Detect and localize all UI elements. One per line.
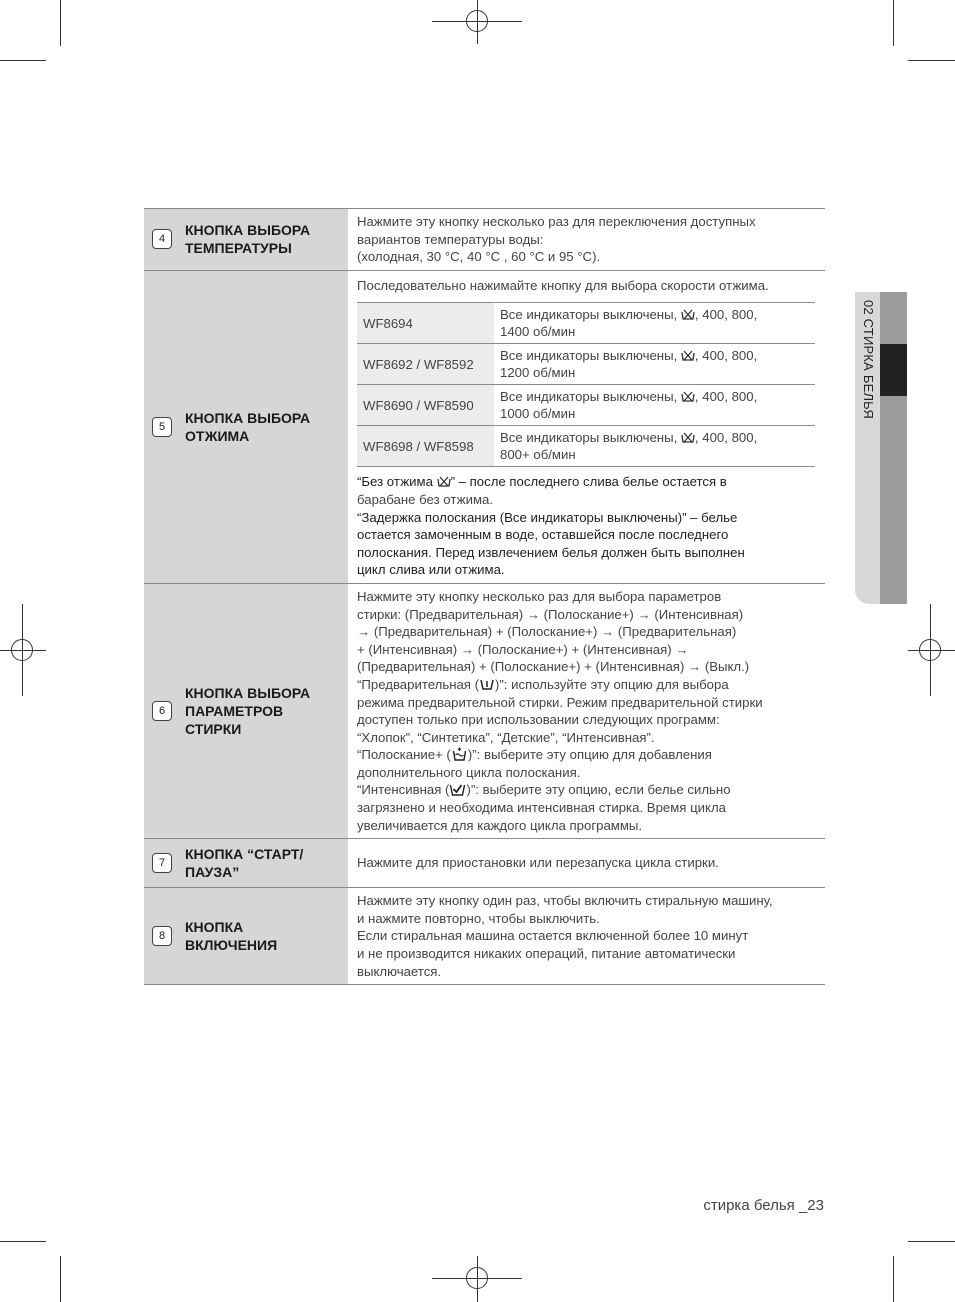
note-text: ” – после последнего слива белье остается в [450,474,727,490]
crop-mark [908,1241,955,1242]
crop-mark [60,1256,61,1302]
description-line: вариантов температуры воды: [357,231,544,247]
description-line: Нажмите эту кнопку несколько раз для выбора параметров [357,588,722,604]
table-row [144,209,825,271]
crop-mark [0,60,46,61]
model-name: WF8698 / WF8598 [357,426,494,467]
table-row [144,583,825,838]
note-text: цикл слива или отжима. [357,562,505,578]
description-line: + (Интенсивная) → (Полоскание+) + (Интенсивная) → [357,641,689,657]
table-row [357,303,815,344]
table-row [144,839,825,888]
description-line: загрязнено и необходима интенсивная стирка. Время цикла [357,800,726,816]
model-name: WF8692 / WF8592 [357,344,494,385]
item-label: КНОПКА ВЫБОРА ОТЖИМА [185,409,311,444]
description-line: Нажмите эту кнопку несколько раз для переключения доступных [357,214,756,229]
description-line: )”: используйте эту опцию для выбора [495,676,729,692]
intensive-icon [449,782,466,796]
description-line: Если стиральная машина остается включенной более 10 минут [357,928,749,944]
spin-values: Все индикаторы выключены, [500,307,678,323]
no-spin-icon [681,431,695,444]
description-line: доступен только при использовании следующих программ: [357,712,720,728]
description-line: “Интенсивная ( [357,782,450,798]
table-row [357,385,815,426]
no-spin-icon [437,475,451,488]
description-line: дополнительного цикла полоскания. [357,764,581,780]
side-tab-strip [880,292,907,604]
prewash-icon [479,678,495,691]
spin-values: 1400 об/мин [500,324,576,340]
item-label: КНОПКА “СТАРТ/ ПАУЗА” [185,846,304,881]
description-line: )”: выберите эту опцию для добавления [467,747,712,763]
item-label: КНОПКА ВЫБОРА ТЕМПЕРАТУРЫ [185,222,311,257]
controls-table [144,208,825,985]
spin-values: , 400, 800, [694,430,758,446]
description-line: )”: выберите эту опцию, если белье сильно [466,782,731,798]
description-line: Нажмите эту кнопку один раз, чтобы включить стиральную машину, [357,893,773,909]
spin-values: Все индикаторы выключены, [500,348,678,364]
description-line: “Хлопок”, “Синтетика”, “Детские”, “Интенсивная”. [357,729,655,745]
description-line: стирки: (Предварительная) → (Полоскание+) → (Интенсивная) [357,606,744,622]
rinse-plus-icon [451,747,468,761]
item-label: КНОПКА ВКЛЮЧЕНИЯ [185,919,278,954]
spin-values: 800+ об/мин [500,447,576,463]
note-text: “Без отжима [357,474,433,490]
table-row [357,344,815,385]
item-label: КНОПКА ВЫБОРА ПАРАМЕТРОВ СТИРКИ [185,685,311,738]
description-line: и не производится никаких операций, питание автоматически [357,946,736,962]
crop-mark [893,1256,894,1302]
note-text: полоскания. Перед извлечением белья должен быть выполнен [357,544,745,560]
registration-mark [11,639,33,661]
no-spin-icon [681,390,695,403]
note-text: остается замоченным в воде, оставшейся после последнего [357,527,729,543]
registration-mark [466,10,488,32]
spin-values: 1000 об/мин [500,406,576,422]
description-line: выключается. [357,963,442,979]
registration-mark [919,639,941,661]
spin-values: , 400, 800, [694,307,758,323]
model-name: WF8694 [357,303,494,344]
crop-mark [908,60,955,61]
crop-mark [893,0,894,46]
description-line: Последовательно нажимайте кнопку для выбора скорости отжима. [357,277,769,293]
spin-models-table [357,302,815,467]
item-number: 6 [152,701,172,721]
side-tab-marker [880,344,907,396]
description-line: “Предварительная ( [357,676,480,692]
spin-values: Все индикаторы выключены, [500,430,678,446]
side-tab-label: 02 СТИРКА БЕЛЬЯ [861,300,876,419]
description-line: Нажмите для приостановки или перезапуска цикла стирки. [357,855,719,871]
item-number: 4 [152,229,172,249]
crop-mark [60,0,61,46]
note-text: барабане без отжима. [357,491,494,507]
spin-values: Все индикаторы выключены, [500,389,678,405]
page-footer: стирка белья _23 [703,1197,824,1214]
description-line: (холодная, 30 °C, 40 °C , 60 °C и 95 °C). [357,249,601,265]
table-row [144,270,825,583]
no-spin-icon [681,349,695,362]
spin-values: , 400, 800, [694,389,758,405]
description-line: режима предварительной стирки. Режим предварительной стирки [357,694,763,710]
no-spin-icon [681,308,695,321]
item-number: 7 [152,853,172,873]
description-line: “Полоскание+ ( [357,747,451,763]
description-line: и нажмите повторно, чтобы выключить. [357,910,600,926]
item-number: 8 [152,926,172,946]
table-row [144,888,825,985]
description-line: (Предварительная) + (Полоскание+) + (Интенсивная) → (Выкл.) [357,659,750,675]
crop-mark [0,1241,46,1242]
description-line: → (Предварительная) + (Полоскание+) → (Предварительная) [357,624,737,640]
description-line: увеличивается для каждого цикла программы. [357,817,643,833]
table-row [357,426,815,467]
spin-values: , 400, 800, [694,348,758,364]
note-text: “Задержка полоскания (Все индикаторы выключены)” – белье [357,509,738,525]
registration-mark [466,1267,488,1289]
item-number: 5 [152,417,172,437]
spin-values: 1200 об/мин [500,365,576,381]
model-name: WF8690 / WF8590 [357,385,494,426]
